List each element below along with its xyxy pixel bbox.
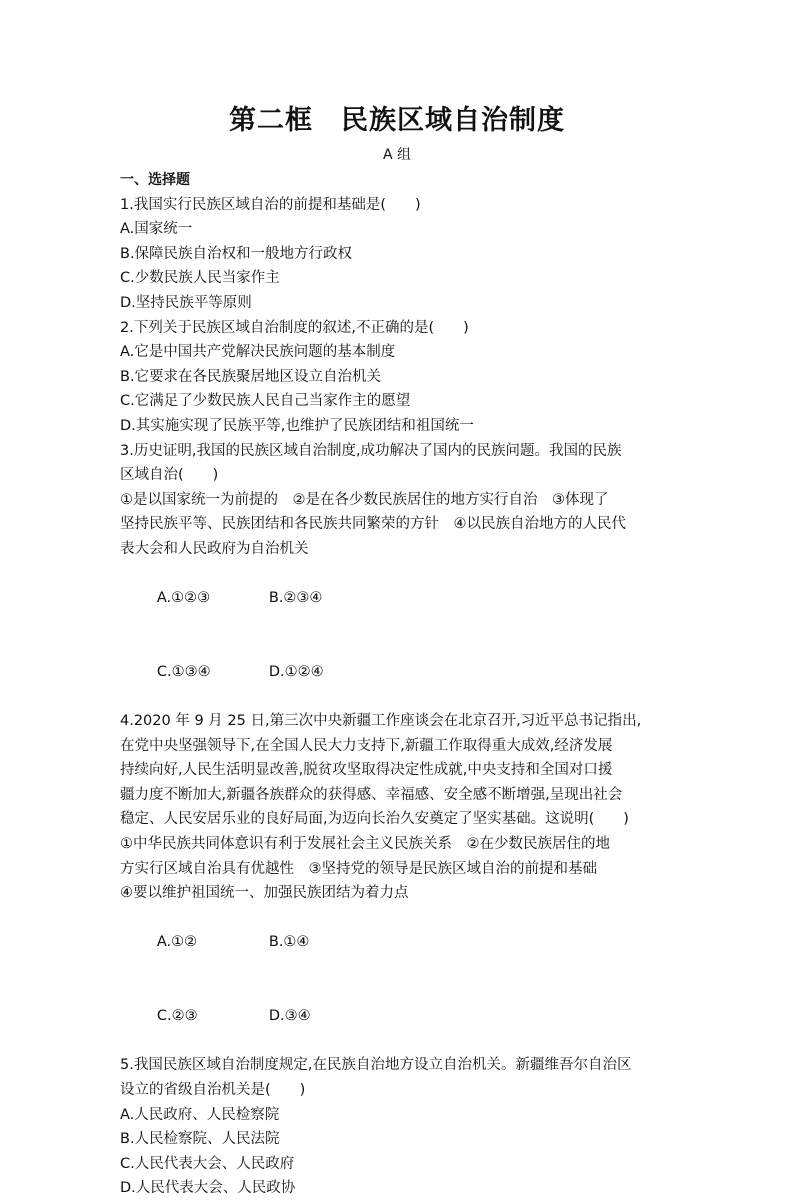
option-a: A.①② bbox=[156, 934, 198, 951]
option-d: D.坚持民族平等原则 bbox=[120, 294, 252, 311]
statement-items: 方实行区域自治具有优越性 ③坚持党的领导是民族区域自治的前提和基础 bbox=[120, 860, 597, 877]
option-a: A.人民政府、人民检察院 bbox=[120, 1106, 280, 1123]
option-c: C.少数民族人民当家作主 bbox=[120, 270, 280, 287]
question-stem: 3.历史证明,我国的民族区域自治制度,成功解决了国内的民族问题。我国的民族 bbox=[120, 442, 622, 459]
question-4 bbox=[120, 709, 680, 1053]
statement-items: 坚持民族平等、民族团结和各民族共同繁荣的方针 ④以民族自治地方的人民代 bbox=[120, 516, 626, 533]
option-c: C.①③④ bbox=[156, 663, 211, 680]
question-stem: 4.2020 年 9 月 25 日,第三次中央新疆工作座谈会在北京召开,习近平总书记指出, bbox=[120, 713, 642, 730]
option-a: A.①②③ bbox=[156, 590, 211, 607]
option-a: A.它是中国共产党解决民族问题的基本制度 bbox=[120, 344, 396, 361]
statement-items: 表大会和人民政府为自治机关 bbox=[120, 540, 309, 557]
question-stem: 持续向好,人民生活明显改善,脱贫攻坚取得决定性成就,中央支持和全国对口援 bbox=[120, 762, 613, 779]
question-stem: 稳定、人民安居乐业的良好局面,为迈向长治久安奠定了坚实基础。这说明( ) bbox=[120, 811, 629, 828]
option-row bbox=[120, 906, 680, 980]
question-stem: 5.我国民族区域自治制度规定,在民族自治地方设立自治机关。新疆维吾尔自治区 bbox=[120, 1057, 632, 1074]
group-label: A 组 bbox=[382, 147, 412, 163]
option-c: C.②③ bbox=[156, 1008, 198, 1025]
option-d: D.人民代表大会、人民政协 bbox=[120, 1180, 296, 1197]
page-title: 第二框 民族区域自治制度 bbox=[229, 105, 565, 136]
option-row bbox=[120, 635, 680, 709]
question-stem: 疆力度不断加大,新疆各族群众的获得感、幸福感、安全感不断增强,呈现出社会 bbox=[120, 786, 623, 803]
question-5 bbox=[120, 1053, 680, 1201]
option-d: D.③④ bbox=[268, 1008, 311, 1025]
statement-items: ①是以国家统一为前提的 ②是在各少数民族居住的地方实行自治 ③体现了 bbox=[120, 491, 609, 508]
option-d: D.其实施实现了民族平等,也维护了民族团结和祖国统一 bbox=[120, 417, 474, 434]
option-row bbox=[120, 562, 680, 636]
section-heading: 一、选择题 bbox=[120, 172, 190, 188]
question-stem: 2.下列关于民族区域自治制度的叙述,不正确的是( ) bbox=[120, 319, 469, 336]
question-stem: 在党中央坚强领导下,在全国人民大力支持下,新疆工作取得重大成效,经济发展 bbox=[120, 737, 613, 754]
statement-items: ①中华民族共同体意识有利于发展社会主义民族关系 ②在少数民族居住的地 bbox=[120, 836, 610, 853]
question-3 bbox=[120, 439, 680, 710]
question-stem: 设立的省级自治机关是( ) bbox=[120, 1081, 306, 1098]
option-d: D.①②④ bbox=[268, 663, 324, 680]
option-row bbox=[120, 980, 680, 1054]
option-c: C.人民代表大会、人民政府 bbox=[120, 1155, 295, 1172]
option-b: B.人民检察院、人民法院 bbox=[120, 1131, 280, 1148]
statement-items: ④要以维护祖国统一、加强民族团结为着力点 bbox=[120, 885, 409, 902]
option-c: C.它满足了少数民族人民自己当家作主的愿望 bbox=[120, 393, 411, 410]
option-b: B.它要求在各民族聚居地区设立自治机关 bbox=[120, 368, 382, 385]
option-a: A.国家统一 bbox=[120, 221, 193, 238]
option-b: B.保障民族自治权和一般地方行政权 bbox=[120, 245, 353, 262]
question-list bbox=[120, 168, 680, 1201]
question-stem: 1.我国实行民族区域自治的前提和基础是( ) bbox=[120, 196, 421, 213]
question-2 bbox=[120, 316, 680, 439]
question-stem: 区域自治( ) bbox=[120, 467, 219, 484]
option-b: B.①④ bbox=[268, 934, 310, 951]
question-1 bbox=[120, 193, 680, 316]
option-b: B.②③④ bbox=[268, 590, 323, 607]
